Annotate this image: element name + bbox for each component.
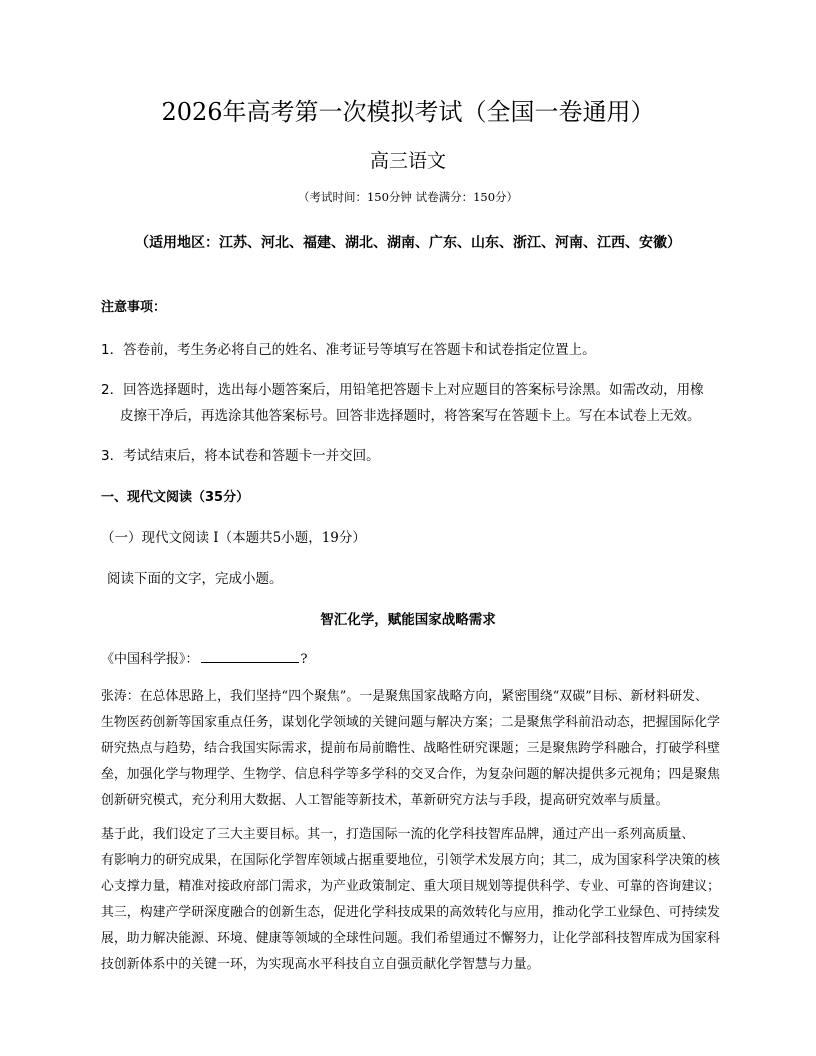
paragraph-line: 创新研究模式，充分利用大数据、人工智能等新技术，革新研究方法与手段，提高研究效率与质量。 <box>101 793 669 808</box>
applicable-regions: （适用地区：江苏、河北、福建、湖北、湖南、广东、山东、浙江、河南、江西、安徽） <box>135 235 681 251</box>
answer-blank <box>201 650 299 663</box>
paragraph-line: 生物医药创新等国家重点任务，谋划化学领域的关键问题与解决方案；二是聚焦学科前沿动态，把握国际化学 <box>101 715 721 730</box>
notice-item: 2．回答选择题时，选出每小题答案后，用铅笔把答题卡上对应题目的答案标号涂黑。如需改动，用橡 <box>101 382 704 398</box>
paragraph-line: 垒，加强化学与物理学、生物学、信息科学等多学科的交叉合作，为复杂问题的解决提供多元视角；四是聚焦 <box>101 767 721 782</box>
notice-item: 3．考试结束后，将本试卷和答题卡一并交回。 <box>101 448 380 464</box>
reading-instruction: 阅读下面的文字，完成小题。 <box>107 571 283 587</box>
notice-item-continued: 皮擦干净后，再选涂其他答案标号。回答非选择题时，将答案写在答题卡上。写在本试卷上无效。 <box>120 408 701 424</box>
exam-info: （考试时间：150分钟 试卷满分：150分） <box>297 190 519 204</box>
paragraph-line: 基于此，我们设定了三大主要目标。其一，打造国际一流的化学科技智库品牌，通过产出一系列高质量、 <box>101 827 695 842</box>
notice-item: 1．答卷前，考生务必将自己的姓名、准考证号等填写在答题卡和试卷指定位置上。 <box>101 342 596 358</box>
paragraph-line: 心支撑力量，精准对接政府部门需求，为产业政策制定、重大项目规划等提供科学、专业、可靠的咨询建议； <box>101 879 721 894</box>
paragraph-line: 张涛：在总体思路上，我们坚持“四个聚焦”。一是聚焦国家战略方向，紧密围绕“双碳”目标、新材料研发、 <box>101 689 708 704</box>
source-suffix: ? <box>300 652 308 667</box>
subsection-heading: （一）现代文阅读 I（本题共5小题，19分） <box>101 530 366 546</box>
section-heading: 一、现代文阅读（35分） <box>101 490 250 505</box>
exam-subtitle: 高三语文 <box>369 150 446 172</box>
paragraph-line: 展，助力解决能源、环境、健康等领域的全球性问题。我们希望通过不懈努力，让化学部科技智库成为国家科 <box>101 931 721 946</box>
paragraph-line: 其三，构建产学研深度融合的创新生态，促进化学科技成果的高效转化与应用，推动化学工业绿色、可持续发 <box>101 905 721 920</box>
paragraph-line: 研究热点与趋势，结合我国实际需求，提前布局前瞻性、战略性研究课题；三是聚焦跨学科融合，打破学科壁 <box>101 741 721 756</box>
paragraph-line: 技创新体系中的关键一环，为实现高水平科技自立自强贡献化学智慧与力量。 <box>101 957 540 972</box>
paragraph-line: 有影响力的研究成果，在国际化学智库领域占据重要地位，引领学术发展方向；其二，成为国家科学决策的核 <box>101 853 721 868</box>
source-line <box>101 648 308 667</box>
source-prefix: 《中国科学报》： <box>101 652 199 667</box>
notice-heading: 注意事项： <box>101 300 167 315</box>
exam-title: 2026年高考第一次模拟考试（全国一卷通用） <box>161 98 655 126</box>
article-title: 智汇化学，赋能国家战略需求 <box>320 612 496 628</box>
